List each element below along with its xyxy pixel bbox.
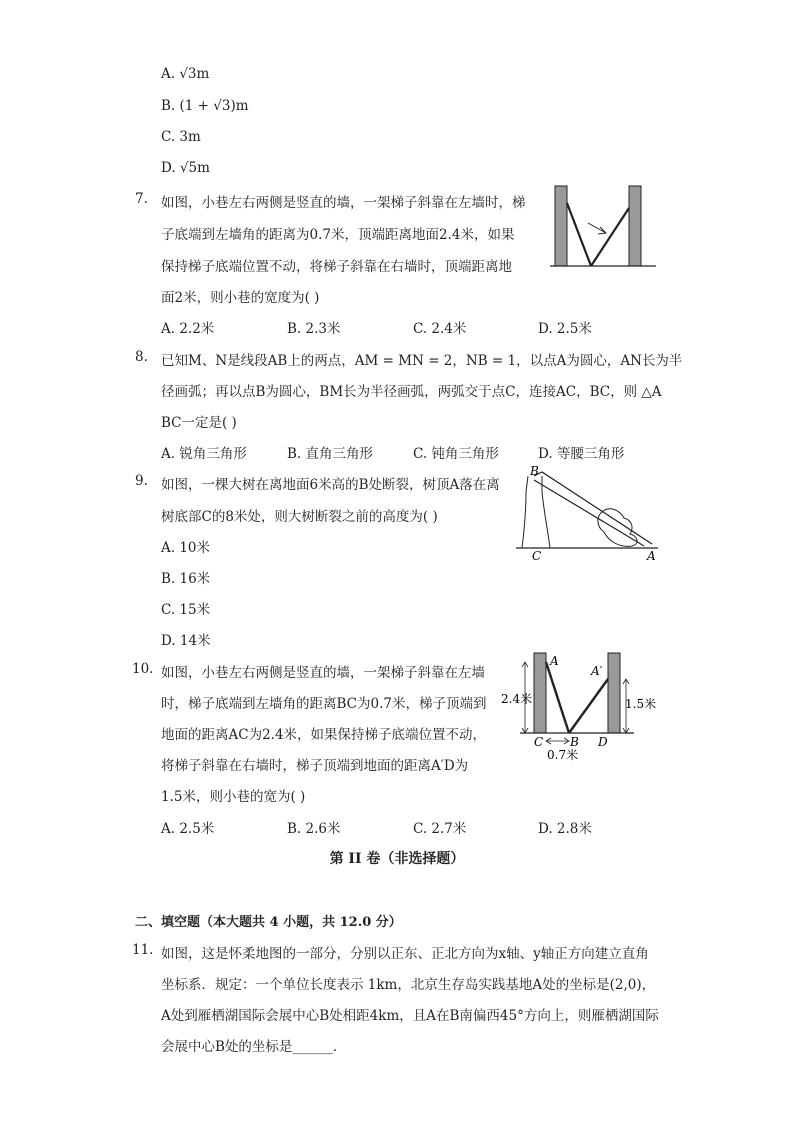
q9-broken-tree-figure [512,462,662,562]
q8-line: BC一定是( ) [161,415,237,431]
q8-line: 已知M、N是线段AB上的两点，AM = MN = 2，NB = 1，以点A为圆心，AN长为半 [161,353,683,369]
q9-line: 如图，一棵大树在离地面6米高的B处断裂，树顶A落在离 [161,477,500,493]
q10-number: 10. [132,661,154,677]
q7-line: 子底端到左墙角的距离为0.7米，顶端距离地面2.4米，如果 [161,227,515,243]
bottom-label: 0.7米 [547,748,579,762]
label-b: B [530,464,539,478]
q9-number: 9. [135,473,148,489]
q7-option-d: D. 2.5米 [538,321,592,337]
q11-line: 坐标系．规定：一个单位长度表示 1km，北京生存岛实践基地A处的坐标是(2,0)， [161,977,656,993]
q11-line: 会展中心B处的坐标是______． [161,1039,347,1055]
q8-option-c: C. 钝角三角形 [413,446,499,462]
q10-line: 1.5米，则小巷的宽为( ) [161,789,306,805]
right-wall [629,186,641,266]
section-heading: 二、填空题（本大题共 4 小题，共 12.0 分） [135,915,402,930]
ladder-left [567,203,591,266]
q10-option-d: D. 2.8米 [538,821,592,837]
q10-line: 时，梯子底端到左墙角的距离BC为0.7米，梯子顶端到 [161,696,487,712]
q6-option-c: C. 3m [161,129,201,145]
q6-option-d: D. √5m [161,160,210,176]
q10-option-a: A. 2.5米 [161,821,215,837]
q7-line: 如图，小巷左右两侧是竖直的墙，一架梯子斜靠在左墙时，梯 [161,195,526,211]
q8-option-d: D. 等腰三角形 [538,446,625,462]
label-b: B [570,735,579,749]
q9-option-b: B. 16米 [161,571,211,587]
left-wall [534,653,546,733]
q10-line: 如图，小巷左右两侧是竖直的墙，一架梯子斜靠在左墙 [161,665,485,681]
q10-line: 将梯子斜靠在右墙时，梯子顶端到地面的距离A′D为 [161,758,469,774]
q10-option-b: B. 2.6米 [287,821,341,837]
label-a-prime: A′ [591,664,603,678]
q7-option-a: A. 2.2米 [161,321,215,337]
ladder-right [591,208,629,266]
left-height-label: 2.4米 [501,692,533,706]
label-d: D [598,735,608,749]
q8-option-a: A. 锐角三角形 [161,446,247,462]
q11-number: 11. [132,942,154,958]
tree-crown [598,509,637,547]
q7-number: 7. [135,191,148,207]
q10-ladder-figure [498,650,663,765]
q9-option-d: D. 14米 [161,633,211,649]
q11-line: 如图，这是怀柔地图的一部分，分别以正东、正北方向为x轴、y轴正方向建立直角 [161,946,649,962]
q10-option-c: C. 2.7米 [413,821,467,837]
q6-option-b: B. (1 + √3)m [161,98,249,114]
arrow-line [588,223,606,233]
part-two-title: 第 II 卷（非选择题） [329,851,465,867]
q8-option-b: B. 直角三角形 [287,446,374,462]
q9-line: 树底部C的8米处，则大树断裂之前的高度为( ) [161,509,438,525]
q6-option-a: A. √3m [161,66,210,82]
broken-top [534,472,652,544]
q7-option-b: B. 2.3米 [287,321,341,337]
left-wall [555,186,567,266]
label-a: A [550,654,559,668]
q9-option-a: A. 10米 [161,540,211,556]
broken-top-edge [534,480,644,546]
q8-number: 8. [135,349,148,365]
q7-ladder-figure [548,183,660,271]
right-height-label: 1.5米 [625,697,657,711]
ladder-right [569,679,608,733]
q9-option-c: C. 15米 [161,602,211,618]
q7-line: 保持梯子底端位置不动，将梯子斜靠在右墙时，顶端距离地 [161,259,512,275]
q8-line: 径画弧；再以点B为圆心，BM长为半径画弧，两弧交于点C，连接AC，BC，则 △A [161,384,662,400]
label-c: C [532,549,542,562]
q7-option-c: C. 2.4米 [413,321,467,337]
q10-line: 地面的距离AC为2.4米，如果保持梯子底端位置不动， [161,727,487,743]
right-wall [608,653,620,733]
label-a: A [647,549,656,562]
label-c: C [534,735,544,749]
q7-line: 面2米，则小巷的宽度为( ) [161,290,320,306]
q11-line: A处到雁栖湖国际会展中心B处相距4km，且A在B南偏西45°方向上，则雁栖湖国际 [161,1008,659,1024]
ladder-left [546,662,569,733]
